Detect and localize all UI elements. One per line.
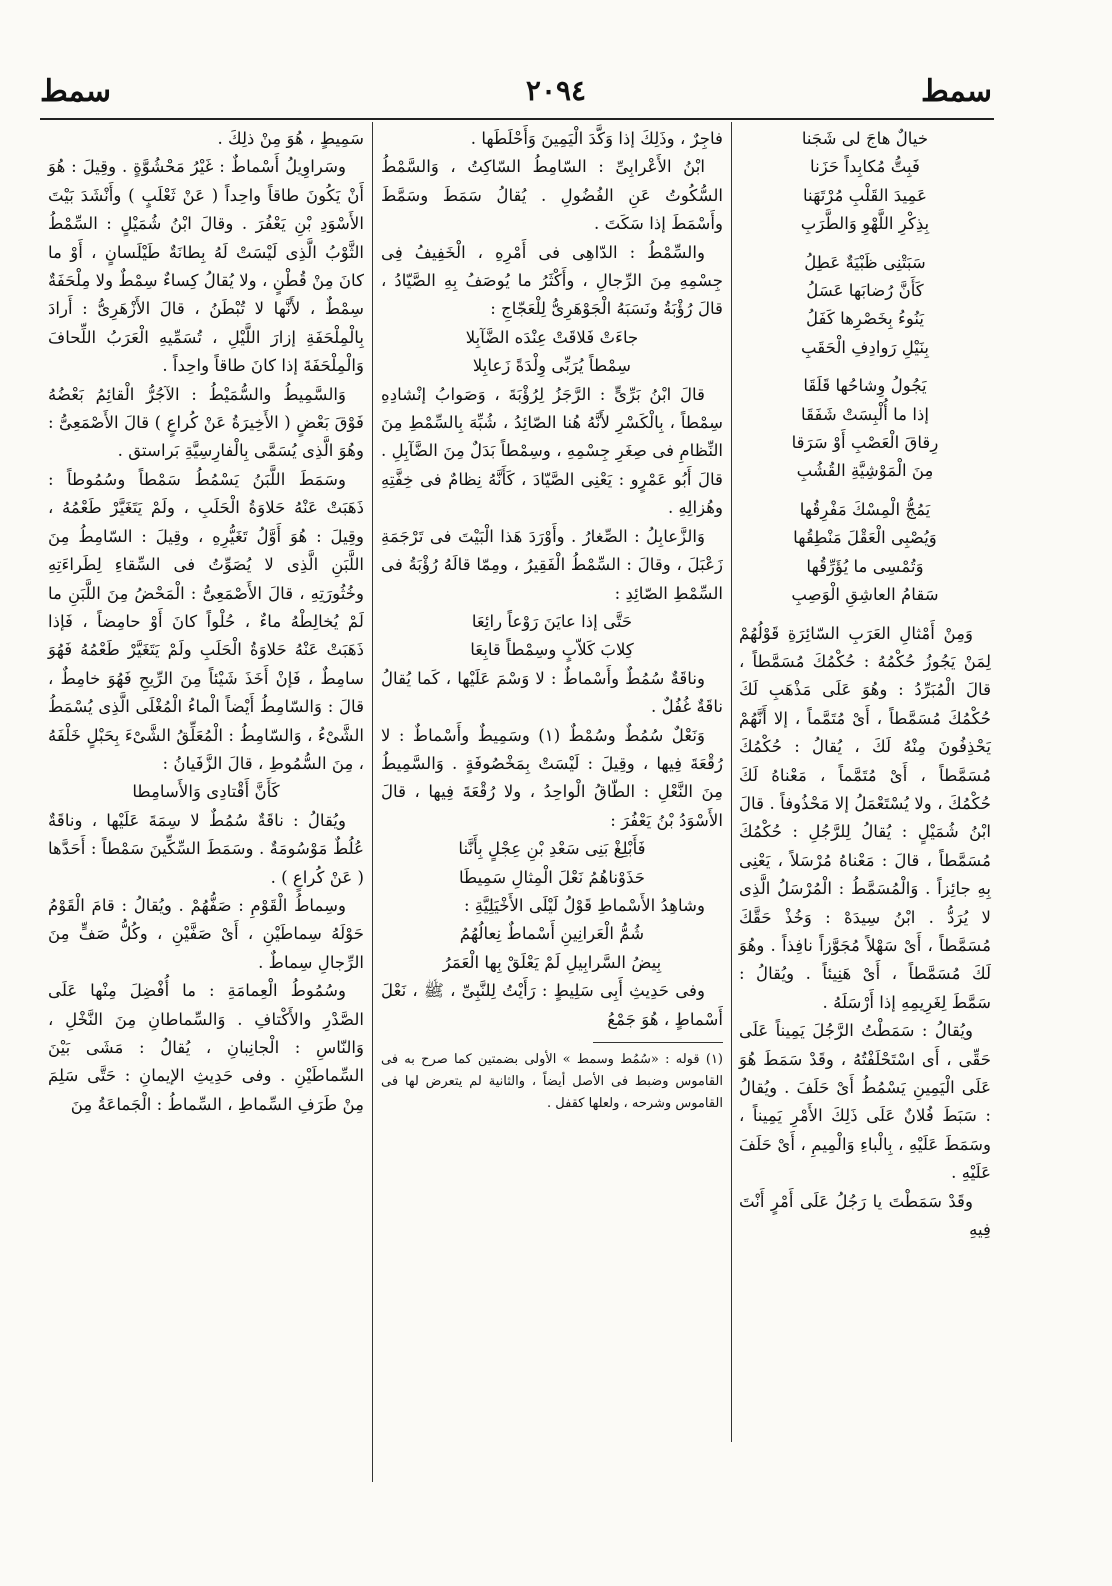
verse-line: كَأَنَّ أَقْتادِى وَالأَسامِطا xyxy=(132,782,280,802)
paragraph: ابْنُ الأَعْرابِىِّ : السّامِطُ السّاكِتُ ، وَالسَّمْطُ السُّكُوتُ عَنِ الفُضُولِ . يُقالُ سَمَطَ وسَمَّطَ وأَسْمَطَ إذا سَكَتَ . xyxy=(381,157,723,234)
poem-stanza xyxy=(739,125,991,239)
right-column xyxy=(739,125,991,1244)
paragraph: وفى حَدِيثِ أَبِى سَلِيطٍ : رَأَيْتُ لِلنَّبِىِّ ، ﷺ ، نَعْلَ أَسْماطٍ ، هُوَ جَمْعُ xyxy=(381,981,723,1029)
verse-line: خيالٌ هاجَ لى شَجَنا xyxy=(801,129,929,148)
poem-verses xyxy=(381,920,723,977)
paragraph: والسِّمْطُ : الدّاهِى فى أَمْرِهِ ، الْخَفِيفُ فِى جِسْمِهِ مِنَ الرِّجالِ ، وأَكْثَرُ ما يُوصَفُ بِهِ الصَّيّادُ ، قالَ رُؤْبَةُ ونَسَبَهُ الْجَوْهَرِىُّ لِلْعَجّاجِ : xyxy=(381,242,723,319)
verse-line: بِيضُ السَّرابِيلِ لَمْ يَعْلَقْ بِها الْعَمَرُ xyxy=(442,952,662,972)
paragraph: ويُقالُ : ناقَةٌ سُمُطٌ لا سِمَةَ عَلَيْها ، وناقَةٌ عُلُطٌ مَوْسُومَةٌ . وسَمَطَ السِّكِّينَ سَمْطاً : أَحَدَّها ( عَنْ كُراعٍ ) . xyxy=(48,810,364,887)
verse-line: جاءَتْ فَلاقَتْ عِنْدَه الضَّآبِلا xyxy=(465,327,639,347)
paragraph: وَنَعْلٌ سُمُطٌ وسُمْطٌ (١) وسَمِيطٌ وأَسْماطٌ : لا رُقْعَةَ فِيها ، وقِيلَ : لَيْسَتْ بِمَخْصُوفَةٍ . وَالسَّمِيطُ مِنَ النَّعْلِ : الطّاقُ الْواحِدُ ، ولا رُقْعَةَ فِيها ، قالَ الأَسْوَدُ بْنُ يَعْفُرَ : xyxy=(381,725,723,830)
verse-line: بِنَيْلِ رَوادِفِ الْحَقَبِ xyxy=(800,337,930,357)
poem-verses xyxy=(48,778,364,806)
paragraph: وسَمَطَ اللَّبَنُ يَسْمُطُ سَمْطاً وسُمُوطاً : ذَهَبَتْ عَنْهُ حَلاوَةُ الْحَلَبِ ، ولَمْ يَتَغَيَّرْ طَعْمُهُ ، وقِيلَ : هُوَ أَوَّلُ تَغَيُّرِهِ ، وقِيلَ : السّامِطُ مِنَ اللَّبَنِ الَّذِى لا يُصَوِّتُ فى السِّقاءِ لِطَراءَتِهِ وخُثُورَتِهِ ، قالَ الأَصْمَعِىُّ : الْمَحْضُ مِنَ اللَّبَنِ ما لَمْ يُخالِطْهُ ماءٌ ، حُلْواً كانَ أَوْ حامِضاً ، فَإذا ذَهَبَتْ عَنْهُ حَلاوَةُ الْحَلَبِ ولَمْ يَتَغَيَّرْ طَعْمُهُ فَهُوَ سامِطٌ ، فَإنْ أَخَذَ شَيْئاً مِنَ الرِّيحِ فَهُوَ خامِطٌ ، قالَ : وَالسّامِطُ أَيْضاً الْماءُ الْمُغْلَى الَّذِى يُسْمَطُ الشَّىْءُ ، وَالسّامِطُ : الْمُعَلِّقُ الشَّىْءَ بِحَبْلٍ خَلْفَهُ ، مِنَ السُّمُوطِ ، قالَ الزَّفَيانُ : xyxy=(48,469,364,773)
verse-line: شُمُّ الْعَرانِينِ أَسْماطٌ نِعالُهُمُ xyxy=(459,924,645,944)
column-divider-right xyxy=(731,122,732,1442)
verse-line: سِمْطاً يُرَبِّى وِلْدَةً زَعابِلا xyxy=(472,356,632,376)
paragraph: فاجِرٌ ، وذَلِكَ إذا وَكَّدَ الْيَمِينَ وَأَحْلَطَها . xyxy=(470,129,723,148)
paragraph: وشاهِدُ الأَسْماطِ قَوْلُ لَيْلَى الأَخْيَلِيَّةِ : xyxy=(463,895,705,915)
paragraph: وسَراوِيلُ أَسْماطٌ : غَيْرُ مَحْشُوَّةٍ . وقِيلَ : هُوَ أَنْ يَكُونَ طاقاً واحِداً ( عَنْ ثَعْلَبٍ ) وأَنْشَدَ بَيْتَ الأَسْوَدِ بْنِ يَعْفُرَ . وقالَ ابْنُ شُمَيْلٍ : السِّمْطُ الثَّوْبُ الَّذِى لَيْسَتْ لَهُ بِطانَةٌ طَيْلَسانٍ ، أَوْ ما كانَ مِنْ قُطْنٍ ، ولا يُقالُ كِساءٌ سِمْطٌ ولا مِلْحَفَةٌ سِمْطٌ ، لأَنَّها لا تُبْطَنُ ، قالَ الأَزْهَرِىُّ : أَرادَ بِالْمِلْحَفَةِ إزارَ اللَّيْلِ ، تُسَمِّيهِ الْعَرَبُ اللِّحافَ وَالْمِلْحَفَةَ إذا كانَ طاقاً واحِداً . xyxy=(48,157,364,376)
verse-line: حَذَوْناهُمُ نَعْلَ الْمِثالِ سَمِيطَا xyxy=(458,867,645,887)
verse-line: بِذِكْرِ اللَّهْوِ وَالطَّرَبِ xyxy=(800,214,930,234)
page-number: ٢٠٩٤ xyxy=(525,74,587,107)
paragraph: وَالسَّمِيطُ والسُّمَيْطُ : الآجُرُّ الْقائِمُ بَعْضُهُ فَوْقَ بَعْضٍ ( الأَخِيرَةُ عَنْ كُراعٍ ) قالَ الأَصْمَعِىُّ : وهُوَ الَّذِى يُسَمَّى بِالْفارِسِيَّةِ بَراستق . xyxy=(48,384,364,461)
verse-line: رِقاقَ الْعَصْبِ أَوْ سَرَقا xyxy=(791,433,939,453)
verse-line: فَبِتُّ مُكابِداً حَزَنا xyxy=(810,157,920,177)
header-entry-word-left: سمط xyxy=(40,74,111,109)
paragraph: وقَدْ سَمَطْتَ يا رَجُلُ عَلَى أَمْرٍ أَنْتَ فِيهِ xyxy=(739,1191,991,1240)
poem-stanzas xyxy=(739,125,991,610)
verse-line: مِنَ الْمَوْشِيَّةِ القُشُبِ xyxy=(796,461,934,481)
paragraph: ويُقالُ : سَمَطْتُ الرَّجُلَ يَمِيناً عَلَى حَقِّى ، أَى اسْتَحْلَفْتُهُ ، وقَدْ سَمَطَ هُوَ عَلَى الْيَمِينِ يَسْمُطُ أَىْ حَلَفَ . ويُقالُ : سَبَطَ فُلانٌ عَلَى ذَلِكَ الأَمْرِ يَمِيناً ، وسَمَطَ عَلَيْهِ ، بِالْباءِ وَالْمِيمِ ، أَىْ حَلَفَ عَلَيْهِ . xyxy=(739,1021,991,1183)
verse-line: كِلابَ كَلاّبٍ وسِمْطاً قابِعَا xyxy=(470,640,634,660)
paragraph: وَمِنْ أَمْثالِ العَرَبِ السّائِرَةِ قَوْلُهُمْ لِمَنْ يَجُوزُ حُكْمُهُ : حُكْمُكَ مُسَمَّطاً ، قالَ الْمُبَرِّدُ : وهُوَ عَلَى مَذْهَبِ لَكَ حُكْمُكَ مُسَمَّطاً ، أَىْ مُتَمَّماً ، إلا أَنَّهُمْ يَحْذِفُونَ مِنْهُ لَكَ ، يُقالُ : حُكْمُكَ مُسَمَّطاً ، أَىْ مُتَمَّماً ، مَعْناهُ لَكَ حُكْمُكَ ، ولا يُسْتَعْمَلُ إلا مَحْذُوفاً . قالَ ابْنُ شُمَيْلٍ : يُقالُ لِلرَّجُلِ : حُكْمُكَ مُسَمَّطاً ، قالَ : مَعْناهُ مُرْسَلاً ، يَعْنِى بِهِ جائِزاً . وَالْمُسَمَّطُ : الْمُرْسَلُ الَّذِى لا يُرَدُّ . ابْنُ سِيدَهْ : وَخُذْ حَقَّكَ مُسَمَّطاً ، أَىْ سَهْلاً مُجَوَّزاً نافِذاً . وهُوَ لَكَ مُسَمَّطاً ، أَىْ هَنِيئاً . ويُقالُ : سَمَّطَ لِغَرِيمِهِ إذا أَرْسَلَهُ . xyxy=(739,623,991,1012)
poem-stanza xyxy=(739,372,991,486)
verse-line: يَمُجُّ الْمِسْكَ مَفْرِقُها xyxy=(799,499,931,519)
left-column xyxy=(48,125,364,1119)
poem-verses xyxy=(381,835,723,892)
verse-line: فَأَبْلِغْ بَنِى سَعْدِ بْنِ عِجْلٍ بِأَنَّنا xyxy=(458,839,646,859)
column-divider-left xyxy=(372,122,373,1482)
verse-line: حَتَّى إذا عايَنَ رَوْعاً رائِعَا xyxy=(471,611,633,631)
footnote: (١) قوله : «سُمُط وسمط » الأولى بضمتين كما صرح به فى القاموس وضبط فى الأصل أيضاً ، والثانية لم يتعرض لها فى القاموس وشرحه ، ولعلها كقفل . xyxy=(381,1052,723,1111)
poem-verses xyxy=(381,324,723,381)
header-rule xyxy=(40,118,994,120)
paragraph: قالَ ابْنُ بَرِّىٍّ : الرَّجَزُ لِرُؤْبَةَ ، وَصَوابُ إنْشادِهِ سِمْطاً ، بِالْكَسْرِ لأَنَّهُ هُنا الصّائِدُ ، شُبِّهَ بِالسِّمْطِ مِنَ النِّظامِ فى صِغَرِ جِسْمِهِ ، وسِمْطاً بَدَلٌ مِنَ الضَّآبِلِ . قالَ أَبُو عَمْرٍو : يَعْنِى الصَّيّادَ ، كَأَنَّهُ نِظامٌ فى خِفَّتِهِ وهُزالِهِ . xyxy=(381,384,723,518)
footnote-rule xyxy=(593,1042,723,1043)
verse-line: سَقامُ العاشِقِ الْوَصِبِ xyxy=(791,585,939,605)
verse-line: وَتُمْسِى ما يُؤَرِّقُها xyxy=(806,556,924,576)
paragraph: وسُمُوطُ الْعِمامَةِ : ما أُفْضِلَ مِنْها عَلَى الصَّدْرِ والأَكْتافِ . وَالسِّماطانِ مِنَ النَّخْلِ ، وَالنّاسِ : الْجانِبانِ ، يُقالُ : مَشَى بَيْنَ السِّماطَيْنِ . وفى حَدِيثِ الإيمانِ : حَتَّى سَلِمَ مِنْ طَرَفِ السِّماطِ ، السِّماطُ : الْجَماعَةُ مِنَ xyxy=(48,981,364,1114)
verse-line: عَمِيدَ القَلْبِ مُرْتَهَنا xyxy=(803,185,927,205)
verse-line: يَنُوءُ بِخَصْرِها كَفَلُ xyxy=(805,309,925,329)
paragraph: وَالزَّعابِلُ : الصِّغارُ . وأَوْرَدَ هَذا الْبَيْتَ فى تَرْجَمَةِ زَعْبَلَ ، وقالَ : السِّمْطُ الْفَقِيرُ ، ومِمّا قالَهُ رُؤْبَةُ فى السِّمْطِ الصّائِدِ : xyxy=(381,526,723,603)
verse-line: إذا ما أُلْبِسَتْ شَفَقَا xyxy=(801,404,929,424)
verse-line: وَيُصْبِى الْعَقْلَ مَنْطِقُها xyxy=(793,528,937,548)
poem-stanza xyxy=(739,249,991,363)
verse-line: يَجُولُ وِشاحُها قَلَقَا xyxy=(803,376,927,396)
header-entry-word-right: سمط xyxy=(921,74,992,109)
verse-line: سَبَتْنِى ظَبْيَةٌ عَطِلُ xyxy=(804,252,926,272)
verse-line: كَأَنَّ رُضابَها عَسَلُ xyxy=(806,281,924,301)
paragraph: وناقَةٌ سُمُطٌ وأَسْماطٌ : لا وَسْمَ عَلَيْها ، كَما يُقالُ ناقَةٌ غُفُلٌ . xyxy=(381,668,723,717)
paragraph: وسِماطُ الْقَوْمِ : صَفُّهُمْ . ويُقالُ : قامَ الْقَوْمُ حَوْلَهُ سِماطَيْنِ ، أَىْ صَفَّيْنِ ، وكُلُّ صَفٍّ مِنَ الرِّجالِ سِماطٌ . xyxy=(48,895,364,972)
middle-column xyxy=(381,125,723,1115)
poem-verses xyxy=(381,608,723,665)
paragraph: سَمِيطٍ ، هُوَ مِنْ ذلِكَ . xyxy=(217,129,364,148)
poem-stanza xyxy=(739,496,991,610)
